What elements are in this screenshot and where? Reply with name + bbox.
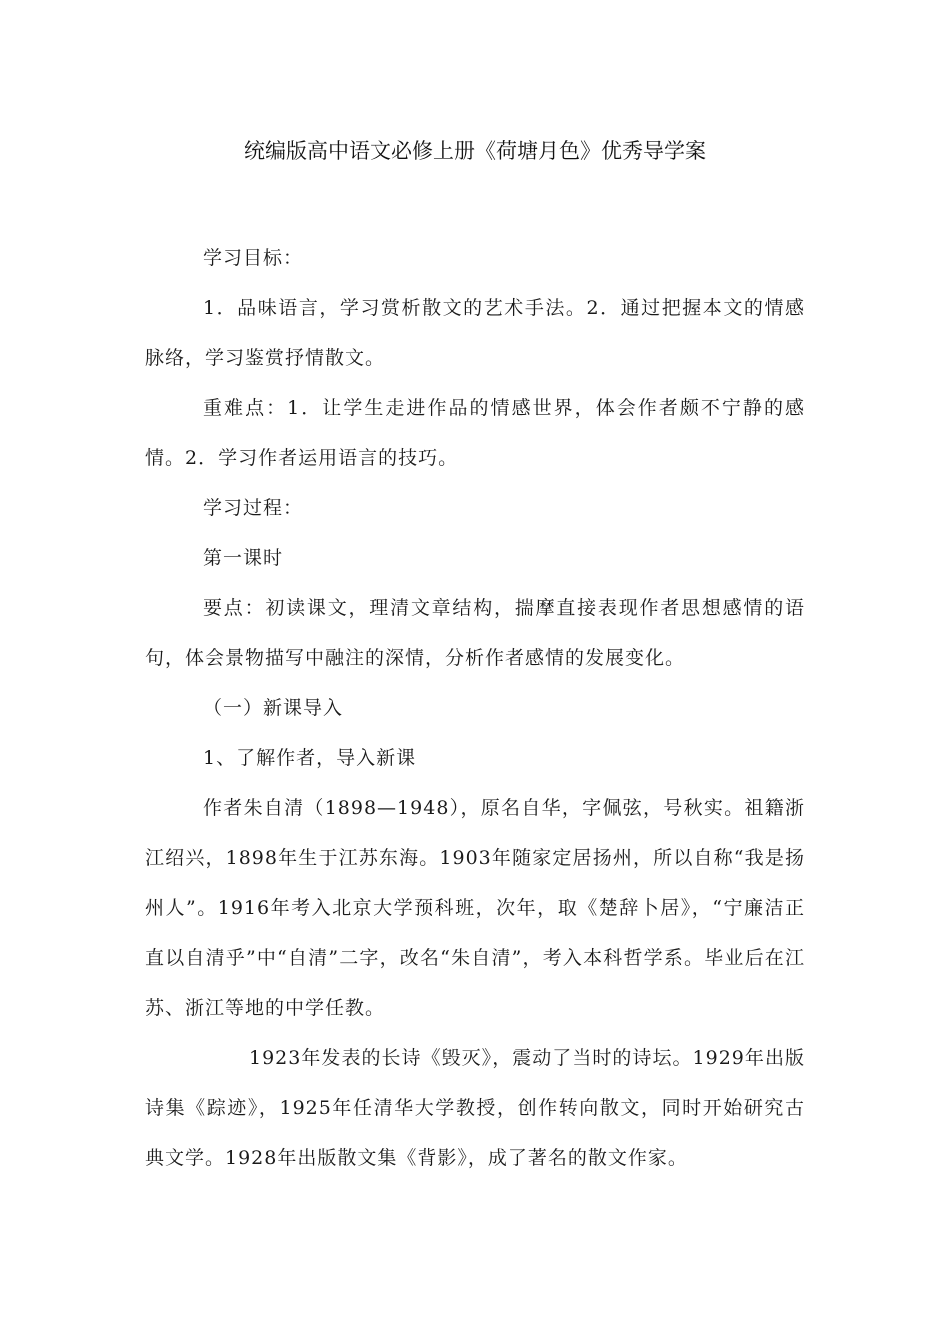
paragraph-lesson-points: 要点：初读课文，理清文章结构，揣摩直接表现作者思想感情的语句，体会景物描写中融注的深情，分析作者感情的发展变化。 xyxy=(145,597,805,669)
paragraph-section-intro: （一）新课导入 xyxy=(203,697,344,719)
paragraph-learning-goals: 1．品味语言，学习赏析散文的艺术手法。2．通过把握本文的情感脉络，学习鉴赏抒情散文。 xyxy=(145,297,805,369)
paragraph-lesson-one: 第一课时 xyxy=(203,547,284,569)
paragraph-about-author-heading: 1、了解作者，导入新课 xyxy=(203,747,417,769)
paragraph-key-points: 重难点：1．让学生走进作品的情感世界，体会作者颇不宁静的感情。2．学习作者运用语言的技巧。 xyxy=(145,397,805,469)
document-title: 统编版高中语文必修上册《荷塘月色》优秀导学案 xyxy=(244,139,706,163)
paragraph-author-bio: 作者朱自清（1898—1948），原名自华，字佩弦，号秋实。祖籍浙江绍兴，1898年生于江苏东海。1903年随家定居扬州，所以自称“我是扬州人”。1916年考入北京大学预科班，次年，取《楚辞卜居》，“宁廉洁正直以自清乎”中“自清”二字，改名“朱自清”，考入本科哲学系。毕业后在江苏、浙江等地的中学任教。 xyxy=(145,797,805,1019)
paragraph-learning-goals-heading: 学习目标： xyxy=(203,247,304,269)
document-body xyxy=(145,233,805,1183)
paragraph-process-heading: 学习过程： xyxy=(203,497,304,519)
paragraph-author-works: 1923年发表的长诗《毁灭》，震动了当时的诗坛。1929年出版诗集《踪迹》，1925年任清华大学教授，创作转向散文，同时开始研究古典文学。1928年出版散文集《背影》，成了著名的散文作家。 xyxy=(145,1047,805,1169)
